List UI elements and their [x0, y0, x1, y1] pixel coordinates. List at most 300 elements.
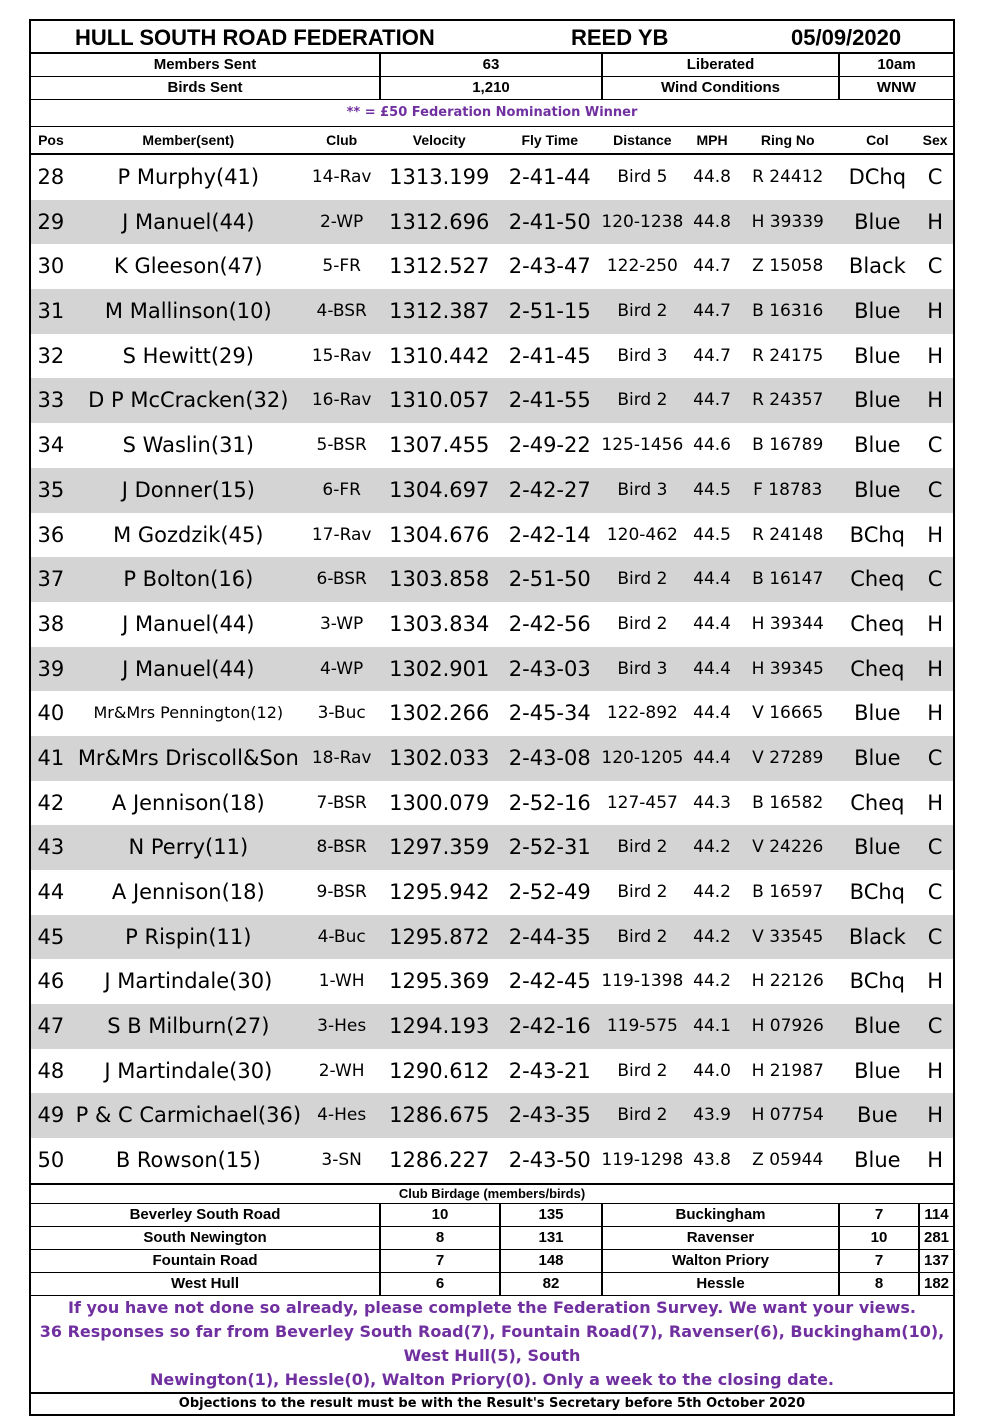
cell-pos: 38 [37, 611, 65, 636]
table-row [31, 378, 953, 423]
cell-sex: C [927, 1014, 943, 1039]
cell-pos: 48 [37, 1058, 65, 1083]
cell-colour: Black [848, 254, 906, 279]
birdage-club-name: Walton Priory [603, 1250, 840, 1273]
cell-fly-time: 2-43-35 [508, 1103, 591, 1128]
cell-member: J Martindale(30) [104, 969, 273, 994]
cell-member: K Gleeson(47) [114, 254, 263, 279]
cell-colour: Blue [854, 1148, 901, 1173]
cell-distance: Bird 3 [617, 479, 668, 500]
table-row [31, 825, 953, 870]
birdage-members: 10 [381, 1204, 501, 1227]
race-info [31, 54, 953, 100]
table-row [31, 691, 953, 736]
cell-ring-no: V 16665 [752, 703, 824, 724]
cell-mph: 43.8 [693, 1150, 731, 1171]
birdage-birds: 131 [501, 1227, 603, 1250]
cell-fly-time: 2-41-44 [508, 165, 591, 189]
cell-club: 6-FR [322, 479, 361, 500]
cell-velocity: 1286.675 [389, 1103, 490, 1128]
cell-colour: Cheq [850, 567, 905, 592]
cell-fly-time: 2-51-15 [508, 299, 591, 324]
cell-sex: H [927, 701, 943, 726]
cell-velocity: 1310.057 [389, 388, 490, 413]
cell-distance: Bird 2 [617, 1060, 668, 1081]
birdage-members: 8 [381, 1227, 501, 1250]
cell-mph: 44.7 [693, 345, 731, 366]
cell-sex: H [927, 343, 943, 368]
table-row [31, 244, 953, 289]
cell-distance: Bird 2 [617, 1105, 668, 1126]
cell-velocity: 1307.455 [389, 433, 490, 458]
cell-member: S Hewitt(29) [122, 343, 254, 368]
table-header [31, 127, 953, 155]
cell-distance: Bird 2 [617, 301, 668, 322]
cell-club: 4-Hes [317, 1105, 367, 1126]
table-row [31, 155, 953, 200]
cell-velocity: 1300.079 [389, 790, 490, 815]
birdage-club-name: Beverley South Road [31, 1204, 381, 1227]
cell-colour: Blue [854, 745, 901, 770]
cell-club: 7-BSR [316, 792, 367, 813]
table-row [31, 647, 953, 692]
cell-sex: H [927, 1103, 943, 1128]
cell-club: 3-WP [319, 613, 364, 634]
cell-colour: BChq [849, 880, 906, 904]
cell-mph: 44.8 [693, 211, 731, 232]
wind-label: Wind Conditions [603, 77, 840, 100]
cell-member: P Murphy(41) [117, 165, 260, 189]
cell-member: Mr&Mrs Pennington(12) [93, 703, 284, 723]
cell-ring-no: H 21987 [751, 1060, 824, 1081]
cell-club: 3-Buc [317, 703, 366, 724]
cell-pos: 44 [37, 880, 65, 904]
table-row [31, 915, 953, 960]
col-pos: Pos [38, 132, 64, 148]
cell-member: Mr&Mrs Driscoll&Son [77, 745, 299, 770]
cell-sex: H [927, 388, 943, 413]
cell-member: M Mallinson(10) [104, 299, 272, 324]
cell-pos: 28 [37, 165, 65, 189]
cell-mph: 44.2 [693, 882, 731, 902]
cell-sex: H [927, 1058, 943, 1083]
results-table-body [31, 155, 953, 1183]
cell-colour: Blue [854, 299, 901, 324]
cell-member: S B Milburn(27) [107, 1014, 270, 1039]
col-mph: MPH [696, 132, 728, 148]
cell-distance: Bird 2 [617, 613, 668, 634]
birdage-birds: 281 [920, 1227, 953, 1250]
cell-mph: 44.7 [693, 390, 731, 411]
table-row [31, 289, 953, 334]
cell-ring-no: B 16316 [752, 301, 824, 322]
cell-fly-time: 2-41-55 [508, 388, 591, 413]
birdage-members: 7 [840, 1250, 920, 1273]
cell-colour: Cheq [850, 611, 905, 636]
cell-colour: DChq [848, 165, 907, 189]
cell-club: 4-WP [319, 658, 364, 679]
cell-colour: Blue [854, 1058, 901, 1083]
liberated-label: Liberated [603, 54, 840, 77]
table-row [31, 781, 953, 826]
cell-mph: 44.4 [693, 613, 731, 634]
table-row [31, 334, 953, 379]
cell-fly-time: 2-51-50 [508, 567, 591, 592]
table-row [31, 1004, 953, 1049]
cell-ring-no: F 18783 [753, 479, 823, 500]
cell-club: 5-FR [322, 256, 361, 277]
cell-pos: 50 [37, 1148, 65, 1173]
cell-velocity: 1294.193 [389, 1014, 490, 1039]
cell-fly-time: 2-42-27 [508, 477, 591, 502]
col-ring: Ring No [760, 132, 815, 148]
cell-colour: Blue [854, 388, 901, 413]
cell-sex: H [927, 522, 943, 547]
cell-fly-time: 2-43-47 [508, 254, 591, 279]
cell-mph: 44.4 [693, 658, 731, 679]
cell-mph: 44.2 [693, 971, 731, 992]
cell-distance: 119-575 [606, 1016, 678, 1037]
cell-distance: 120-1238 [601, 211, 684, 232]
cell-member: J Manuel(44) [122, 656, 255, 681]
col-member: Member(sent) [142, 132, 235, 148]
cell-colour: Black [848, 924, 906, 949]
cell-sex: H [927, 209, 943, 234]
cell-sex: C [927, 567, 943, 592]
cell-fly-time: 2-43-03 [508, 656, 591, 681]
cell-fly-time: 2-42-45 [508, 969, 591, 994]
cell-member: J Donner(15) [121, 477, 255, 502]
cell-velocity: 1313.199 [389, 165, 490, 189]
objections-footer: Objections to the result must be with the Result's Secretary before 5th October 2020 [31, 1392, 953, 1414]
cell-club: 2-WP [319, 211, 364, 232]
cell-sex: C [927, 165, 943, 189]
cell-pos: 39 [37, 656, 65, 681]
cell-club: 9-BSR [316, 882, 367, 902]
cell-pos: 35 [37, 477, 65, 502]
birdage-members: 7 [840, 1204, 920, 1227]
col-club: Club [326, 132, 358, 148]
table-row [31, 1093, 953, 1138]
cell-sex: H [927, 299, 943, 324]
birdage-birds: 82 [501, 1273, 603, 1296]
cell-colour: Blue [854, 433, 901, 458]
survey-notice [31, 1296, 953, 1392]
table-row [31, 557, 953, 602]
cell-club: 2-WH [318, 1060, 365, 1081]
cell-member: S Waslin(31) [122, 433, 254, 458]
cell-ring-no: V 24226 [752, 837, 824, 858]
col-fly-time: Fly Time [521, 132, 579, 148]
cell-distance: 122-892 [606, 703, 678, 724]
cell-sex: H [927, 611, 943, 636]
cell-sex: H [927, 969, 943, 994]
cell-colour: Cheq [850, 656, 905, 681]
birdage-club-name: Ravenser [603, 1227, 840, 1250]
cell-mph: 43.9 [693, 1105, 731, 1126]
cell-mph: 44.7 [693, 256, 731, 277]
cell-velocity: 1312.527 [389, 254, 490, 279]
cell-sex: C [927, 880, 943, 904]
table-row [31, 602, 953, 647]
cell-club: 1-WH [318, 971, 365, 992]
cell-mph: 44.7 [693, 301, 731, 322]
cell-pos: 31 [37, 299, 65, 324]
results-sheet [29, 19, 955, 1416]
cell-fly-time: 2-52-16 [508, 790, 591, 815]
cell-velocity: 1290.612 [389, 1058, 490, 1083]
members-sent-label: Members Sent [31, 54, 381, 77]
cell-member: J Manuel(44) [122, 611, 255, 636]
birdage-club-name: Fountain Road [31, 1250, 381, 1273]
cell-colour: Blue [854, 343, 901, 368]
survey-line-2: 36 Responses so far from Beverley South Road(7), Fountain Road(7), Ravenser(6), Buckingham(10), West Hull(5), South [39, 1321, 945, 1365]
cell-velocity: 1286.227 [389, 1148, 490, 1173]
cell-distance: 119-1398 [601, 971, 684, 992]
cell-colour: Blue [854, 477, 901, 502]
cell-fly-time: 2-41-45 [508, 343, 591, 368]
col-sex: Sex [922, 132, 948, 148]
table-row [31, 736, 953, 781]
cell-pos: 34 [37, 433, 65, 458]
cell-velocity: 1302.033 [389, 745, 490, 770]
table-row [31, 1138, 953, 1183]
cell-club: 8-BSR [316, 837, 367, 858]
birdage-birds: 135 [501, 1204, 603, 1227]
nomination-note: ** = £50 Federation Nomination Winner [31, 100, 953, 127]
cell-fly-time: 2-43-50 [508, 1148, 591, 1173]
cell-club: 14-Rav [311, 167, 372, 187]
cell-ring-no: H 22126 [751, 971, 824, 992]
members-sent-value: 63 [381, 54, 603, 77]
cell-distance: 127-457 [606, 792, 678, 813]
cell-sex: C [927, 924, 943, 949]
liberated-value: 10am [840, 54, 953, 77]
table-row [31, 468, 953, 513]
cell-velocity: 1304.697 [389, 477, 490, 502]
cell-fly-time: 2-42-56 [508, 611, 591, 636]
cell-member: J Manuel(44) [122, 209, 255, 234]
cell-pos: 29 [37, 209, 65, 234]
cell-mph: 44.5 [693, 524, 731, 545]
cell-colour: Blue [854, 701, 901, 726]
cell-pos: 32 [37, 343, 65, 368]
cell-club: 17-Rav [311, 524, 372, 545]
cell-pos: 42 [37, 790, 65, 815]
cell-ring-no: V 27289 [752, 747, 824, 768]
cell-ring-no: H 39344 [751, 613, 824, 634]
cell-distance: 120-462 [606, 524, 678, 545]
cell-pos: 49 [37, 1103, 65, 1128]
cell-velocity: 1302.266 [389, 701, 490, 726]
birdage-members: 10 [840, 1227, 920, 1250]
cell-mph: 44.4 [693, 569, 731, 590]
birdage-birds: 137 [920, 1250, 953, 1273]
cell-ring-no: R 24148 [752, 524, 824, 545]
survey-line-3: Newington(1), Hessle(0), Walton Priory(0). Only a week to the closing date. [149, 1369, 835, 1389]
cell-fly-time: 2-52-31 [508, 835, 591, 860]
cell-ring-no: Z 15058 [752, 256, 824, 277]
cell-distance: Bird 3 [617, 345, 668, 366]
cell-distance: Bird 3 [617, 658, 668, 679]
cell-ring-no: B 16597 [752, 882, 824, 902]
cell-pos: 36 [37, 522, 65, 547]
cell-member: D P McCracken(32) [88, 388, 289, 413]
cell-ring-no: R 24412 [752, 167, 824, 187]
cell-member: P Bolton(16) [123, 567, 254, 592]
cell-mph: 44.4 [693, 703, 731, 724]
birdage-club-name: South Newington [31, 1227, 381, 1250]
cell-velocity: 1304.676 [389, 522, 490, 547]
cell-distance: Bird 2 [617, 926, 668, 947]
cell-club: 3-Hes [317, 1016, 367, 1037]
cell-mph: 44.4 [693, 747, 731, 768]
cell-member: J Martindale(30) [104, 1058, 273, 1083]
cell-ring-no: V 33545 [752, 926, 824, 947]
cell-pos: 41 [37, 745, 65, 770]
birdage-table [31, 1204, 953, 1296]
cell-distance: 122-250 [606, 256, 678, 277]
cell-ring-no: Z 05944 [752, 1150, 824, 1171]
cell-pos: 43 [37, 835, 65, 860]
cell-sex: C [927, 254, 943, 279]
cell-mph: 44.2 [693, 926, 731, 947]
birdage-club-name: Buckingham [603, 1204, 840, 1227]
cell-member: M Gozdzik(45) [113, 522, 264, 547]
table-row [31, 959, 953, 1004]
col-distance: Distance [613, 132, 672, 148]
race-date: 05/09/2020 [791, 25, 902, 50]
cell-club: 3-SN [321, 1150, 362, 1171]
birds-sent-label: Birds Sent [31, 77, 381, 100]
cell-velocity: 1303.858 [389, 567, 490, 592]
cell-club: 18-Rav [311, 747, 372, 768]
cell-fly-time: 2-43-21 [508, 1058, 591, 1083]
cell-pos: 37 [37, 567, 65, 592]
table-row [31, 423, 953, 468]
birdage-title: Club Birdage (members/birds) [31, 1183, 953, 1204]
cell-member: P & C Carmichael(36) [75, 1103, 302, 1128]
cell-colour: BChq [849, 522, 906, 547]
cell-club: 15-Rav [311, 345, 372, 366]
birdage-birds: 114 [920, 1204, 953, 1227]
cell-fly-time: 2-42-16 [508, 1014, 591, 1039]
cell-club: 4-Buc [317, 926, 366, 947]
cell-sex: C [927, 433, 943, 458]
birdage-members: 8 [840, 1273, 920, 1296]
cell-pos: 45 [37, 924, 65, 949]
birdage-club-name: West Hull [31, 1273, 381, 1296]
cell-fly-time: 2-42-14 [508, 522, 591, 547]
col-colour: Col [866, 132, 889, 148]
cell-distance: 119-1298 [601, 1150, 684, 1171]
cell-club: 16-Rav [311, 390, 372, 411]
cell-ring-no: R 24175 [752, 345, 824, 366]
title-bar [31, 21, 953, 54]
cell-pos: 40 [37, 701, 65, 726]
cell-velocity: 1295.872 [389, 924, 490, 949]
cell-fly-time: 2-44-35 [508, 924, 591, 949]
cell-member: A Jennison(18) [111, 790, 265, 815]
table-row [31, 870, 953, 915]
cell-colour: Blue [854, 1014, 901, 1039]
cell-club: 6-BSR [316, 569, 367, 590]
cell-mph: 44.6 [693, 435, 731, 456]
table-row [31, 513, 953, 558]
cell-distance: 125-1456 [601, 435, 684, 456]
cell-fly-time: 2-45-34 [508, 701, 591, 726]
cell-sex: H [927, 790, 943, 815]
cell-distance: Bird 2 [617, 882, 668, 902]
cell-ring-no: H 07926 [751, 1016, 824, 1037]
cell-velocity: 1302.901 [389, 656, 490, 681]
birdage-birds: 182 [920, 1273, 953, 1296]
cell-pos: 46 [37, 969, 65, 994]
cell-sex: C [927, 835, 943, 860]
wind-value: WNW [840, 77, 953, 100]
birdage-birds: 148 [501, 1250, 603, 1273]
cell-distance: Bird 2 [617, 569, 668, 590]
cell-sex: C [927, 477, 943, 502]
cell-velocity: 1295.942 [389, 880, 490, 904]
cell-fly-time: 2-52-49 [508, 880, 591, 904]
cell-colour: Bue [857, 1103, 898, 1128]
table-row [31, 1049, 953, 1094]
cell-ring-no: H 39339 [751, 211, 824, 232]
birdage-members: 6 [381, 1273, 501, 1296]
cell-mph: 44.2 [693, 837, 731, 858]
race-name: REED YB [571, 25, 669, 50]
cell-ring-no: H 39345 [751, 658, 824, 679]
cell-sex: C [927, 745, 943, 770]
cell-ring-no: R 24357 [752, 390, 824, 411]
cell-distance: Bird 2 [617, 390, 668, 411]
cell-pos: 33 [37, 388, 65, 413]
cell-velocity: 1303.834 [389, 611, 490, 636]
cell-mph: 44.3 [693, 792, 731, 813]
birds-sent-value: 1,210 [381, 77, 603, 100]
cell-mph: 44.1 [693, 1016, 731, 1037]
cell-pos: 47 [37, 1014, 65, 1039]
survey-line-1: If you have not done so already, please complete the Federation Survey. We want your views. [68, 1297, 916, 1317]
cell-sex: H [927, 1148, 943, 1173]
cell-distance: 120-1205 [601, 747, 684, 768]
cell-member: B Rowson(15) [115, 1148, 261, 1173]
cell-club: 4-BSR [316, 301, 367, 322]
cell-fly-time: 2-41-50 [508, 209, 591, 234]
cell-velocity: 1297.359 [389, 835, 490, 860]
cell-club: 5-BSR [316, 435, 367, 456]
cell-fly-time: 2-49-22 [508, 433, 591, 458]
cell-colour: BChq [849, 969, 906, 994]
cell-velocity: 1295.369 [389, 969, 490, 994]
cell-colour: Cheq [850, 790, 905, 815]
cell-mph: 44.8 [693, 167, 731, 187]
cell-pos: 30 [37, 254, 65, 279]
cell-fly-time: 2-43-08 [508, 745, 591, 770]
cell-colour: Blue [854, 835, 901, 860]
cell-ring-no: B 16147 [752, 569, 824, 590]
federation-title: HULL SOUTH ROAD FEDERATION [75, 25, 435, 50]
cell-velocity: 1312.387 [389, 299, 490, 324]
birdage-club-name: Hessle [603, 1273, 840, 1296]
cell-mph: 44.5 [693, 479, 731, 500]
cell-velocity: 1312.696 [389, 209, 490, 234]
cell-member: A Jennison(18) [111, 880, 265, 904]
cell-velocity: 1310.442 [389, 343, 490, 368]
birdage-members: 7 [381, 1250, 501, 1273]
cell-mph: 44.0 [693, 1060, 731, 1081]
